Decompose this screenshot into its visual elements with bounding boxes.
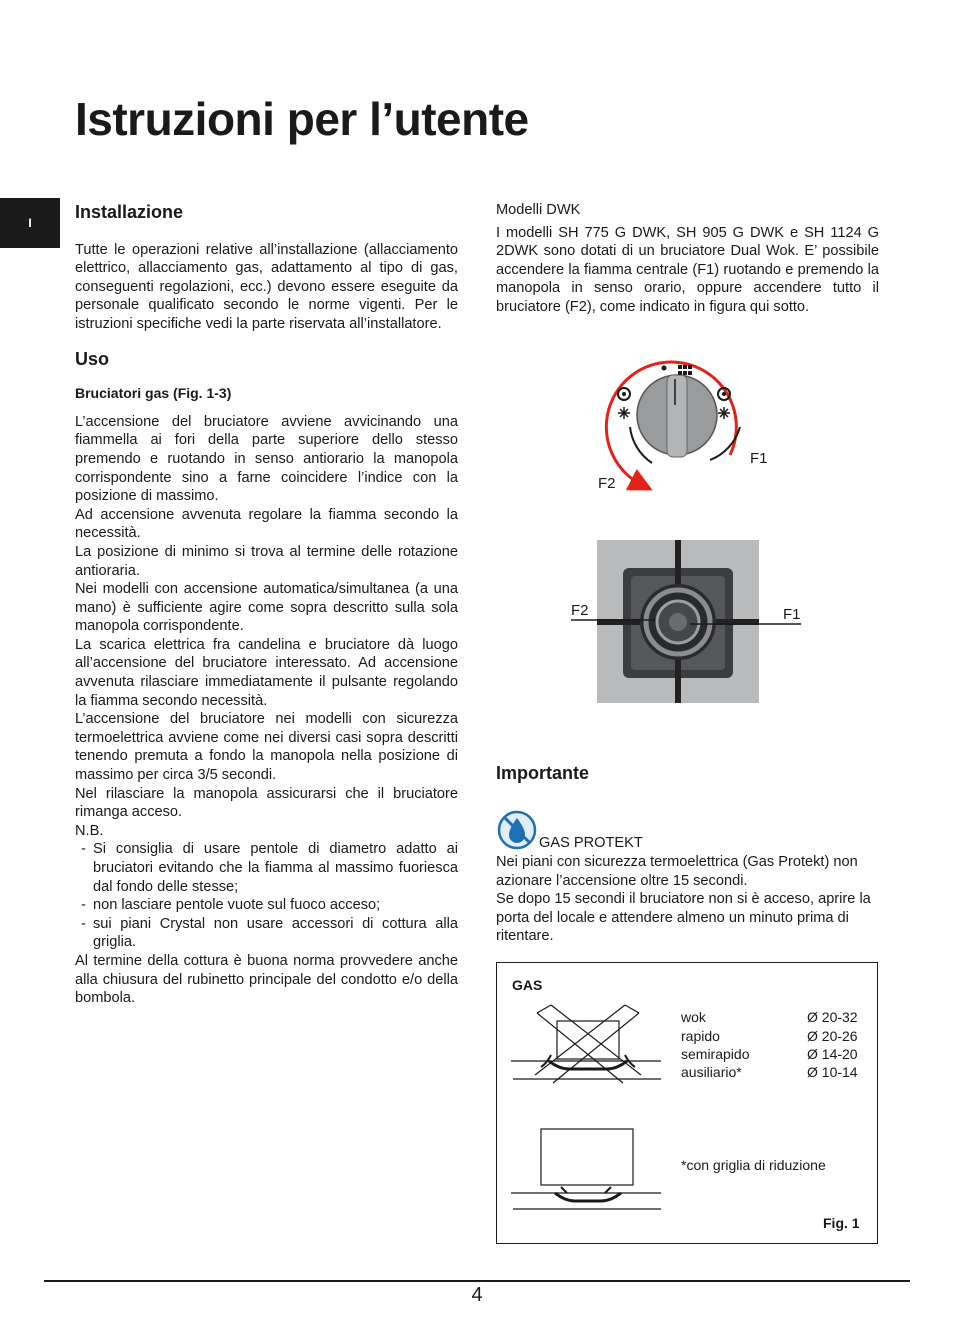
spark-icon-right [718, 407, 730, 419]
table-row-name: semirapido [681, 1046, 750, 1062]
burner-label-f1: F1 [783, 606, 801, 623]
pan-correct-illustration [511, 1127, 665, 1217]
burner-label-f2: F2 [571, 602, 589, 619]
table-row-value: Ø 10-14 [807, 1064, 858, 1080]
table-row-value: Ø 20-26 [807, 1028, 858, 1044]
knob-diagram [590, 345, 780, 495]
burner-callouts [565, 598, 805, 628]
dwk-title: Modelli DWK [496, 202, 581, 218]
gas-protekt-icon [497, 810, 537, 850]
nb-label: N.B. [75, 822, 104, 839]
pan-wrong-illustration [511, 1003, 665, 1093]
nb-list [75, 840, 458, 952]
gas-figure [496, 962, 878, 1244]
list-item: - Si consiglia di usare pentole di diametro adatto ai bruciatori evitando che la fiamma al massimo fuoriesca dal fondo delle stesse; [75, 840, 458, 896]
max-flame-icon [678, 365, 692, 375]
left-column [75, 203, 458, 1008]
table-row-value: Ø 20-32 [807, 1009, 858, 1025]
target-icon-left [618, 388, 630, 400]
gas-footnote: *con griglia di riduzione [681, 1157, 826, 1173]
footer-divider [44, 1280, 910, 1282]
uso-paragraph: Nei modelli con accensione automatica/simultanea (a una mano) è sufficiente agire come sopra descritto sulla sola manopola corrispondente. [75, 581, 458, 635]
table-row-name: wok [681, 1009, 706, 1025]
uso-paragraph: Ad accensione avvenuta regolare la fiamma secondo la necessità. [75, 506, 458, 542]
dwk-text: I modelli SH 775 G DWK, SH 905 G DWK e SH 1124 G 2DWK sono dotati di un bruciatore Dual Wok. E’ possibile accendere la fiamma centrale (F1) ruotando e premendo la manopola in senso orario, oppure accendere tutto il bruciatore (F2), come indicato in figura qui sotto. [496, 224, 879, 315]
uso-heading: Uso [75, 348, 110, 369]
importante-heading: Importante [496, 763, 590, 783]
importante-paragraph: Nei piani con sicurezza termoelettrica (Gas Protekt) non azionare l’accensione oltre 15 secondi. [496, 854, 858, 889]
uso-paragraph: Nel rilasciare la manopola assicurarsi che il bruciatore rimanga acceso. [75, 785, 458, 821]
uso-paragraph: La scarica elettrica fra candelina e bruciatore dà luogo all’accensione del bruciatore interessato. Ad accensione avvenuta rilasciare immediatamente il pulsante regolando la fiamma secondo necessità. [75, 636, 458, 709]
importante-text [496, 853, 879, 946]
table-row-name: rapido [681, 1028, 720, 1044]
uso-paragraph: L’accensione del bruciatore nei modelli con sicurezza termoelettrica avviene come nei diversi casi sopra descritti tenendo premuta a fondo la manopola nella posizione di massimo per circa 3/5 secondi. [75, 711, 458, 784]
knob-label-f2: F2 [598, 475, 616, 492]
installazione-text: Tutte le operazioni relative all’installazione (allacciamento elettrico, allacciamento gas, adattamento al tipo di gas, conseguenti regolazioni, ecc.) devono essere eseguite da personale qualificato secondo le norme vigenti. Per le istruzioni specifiche vedi la parte riservata all’installatore. [75, 241, 458, 332]
page-number: 4 [471, 1284, 483, 1306]
knob-label-f1: F1 [750, 450, 768, 467]
figure-caption: Fig. 1 [823, 1215, 860, 1231]
installazione-heading: Installazione [75, 202, 184, 222]
spark-icon-left [618, 407, 630, 419]
uso-paragraph: L’accensione del bruciatore avviene avvicinando una fiammella ai fori della parte superiore dello stesso premendo e ruotando in senso antiorario la manopola corrispondente sino a farne coincidere l’indice con la posizione di massimo. [75, 413, 458, 505]
language-tab: I [0, 198, 60, 248]
gas-figure-title: GAS [512, 977, 543, 993]
importante-paragraph: Se dopo 15 secondi il bruciatore non si è acceso, aprire la porta del locale e attendere almeno un minuto prima di ritentare. [496, 891, 871, 945]
closing-paragraph: Al termine della cottura è buona norma provvedere anche alla chiusura del rubinetto principale del condotto e/o della bombola. [75, 952, 458, 1007]
gas-protekt-label: GAS PROTEKT [539, 835, 643, 851]
dwk-section [496, 201, 879, 317]
page-title: Istruzioni per l’utente [75, 93, 529, 145]
bruciatori-subheading: Bruciatori gas (Fig. 1-3) [75, 385, 232, 402]
uso-paragraph: La posizione di minimo si trova al termine delle rotazione antioraria. [75, 543, 458, 579]
list-item: - non lasciare pentole vuote sul fuoco acceso; [75, 896, 458, 915]
uso-paragraphs [75, 413, 458, 1008]
list-item: - sui piani Crystal non usare accessori di cottura alla griglia. [75, 915, 458, 952]
table-row-value: Ø 14-20 [807, 1046, 858, 1062]
table-row-name: ausiliario* [681, 1064, 742, 1080]
